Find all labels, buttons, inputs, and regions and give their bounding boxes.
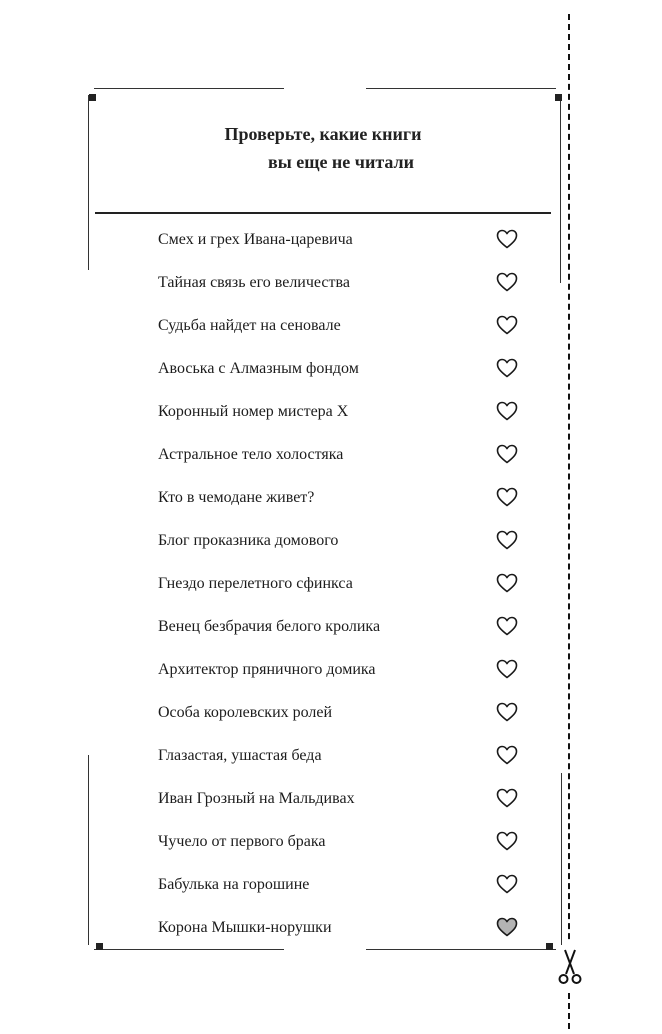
heart-outline-icon[interactable] — [496, 745, 518, 765]
frame-right-upper-line — [560, 95, 561, 283]
book-title: Кто в чемодане живет? — [158, 488, 315, 506]
book-title: Коронный номер мистера Х — [158, 402, 349, 420]
heart-outline-icon[interactable] — [496, 272, 518, 292]
frame-corner-bottom-right — [546, 943, 553, 950]
frame-left-lower-line — [88, 755, 89, 945]
list-item — [158, 648, 528, 691]
heart-outline-icon[interactable] — [496, 659, 518, 679]
book-title: Судьба найдет на сеновале — [158, 316, 341, 334]
scissors-icon — [557, 948, 583, 986]
heart-outline-icon[interactable] — [496, 315, 518, 335]
heart-outline-icon[interactable] — [496, 874, 518, 894]
book-title: Особа королевских ролей — [158, 703, 333, 721]
list-item — [158, 476, 528, 519]
list-item — [158, 863, 528, 906]
heart-outline-icon[interactable] — [496, 530, 518, 550]
list-item — [158, 906, 528, 949]
frame-corner-bottom-left — [96, 943, 103, 950]
book-title: Иван Грозный на Мальдивах — [158, 789, 355, 807]
heart-outline-icon[interactable] — [496, 444, 518, 464]
list-item — [158, 691, 528, 734]
heart-filled-icon[interactable] — [496, 917, 518, 937]
list-item — [158, 218, 528, 261]
heart-outline-icon[interactable] — [496, 358, 518, 378]
heart-outline-icon[interactable] — [496, 573, 518, 593]
heart-outline-icon[interactable] — [496, 401, 518, 421]
frame-corner-top-right — [555, 94, 562, 101]
heart-outline-icon[interactable] — [496, 229, 518, 249]
book-title: Чучело от первого брака — [158, 832, 326, 850]
list-item — [158, 390, 528, 433]
book-title: Смех и грех Ивана-царевича — [158, 230, 353, 248]
frame-corner-top-left — [89, 94, 96, 101]
frame-left-upper-line — [88, 95, 89, 270]
frame-bottom-left-line — [94, 949, 284, 950]
heart-outline-icon[interactable] — [496, 616, 518, 636]
book-list — [158, 218, 528, 949]
heart-outline-icon[interactable] — [496, 788, 518, 808]
frame-right-lower-line — [561, 773, 562, 945]
list-item — [158, 433, 528, 476]
book-title: Венец безбрачия белого кролика — [158, 617, 381, 635]
heart-outline-icon[interactable] — [496, 702, 518, 722]
book-title: Бабулька на горошине — [158, 875, 310, 893]
list-item — [158, 605, 528, 648]
book-title: Гнездо перелетного сфинкса — [158, 574, 353, 592]
book-title: Блог проказника домового — [158, 531, 339, 549]
list-item — [158, 820, 528, 863]
book-title: Авоська с Алмазным фондом — [158, 359, 359, 377]
book-title: Корона Мышки-норушки — [158, 918, 332, 936]
heart-outline-icon[interactable] — [496, 831, 518, 851]
page-title — [98, 120, 548, 176]
heart-outline-icon[interactable] — [496, 487, 518, 507]
book-title: Тайная связь его величества — [158, 273, 350, 291]
list-item — [158, 562, 528, 605]
list-item — [158, 777, 528, 820]
page-title-line-1: Проверьте, какие книги — [224, 124, 422, 144]
frame-bottom-right-line — [366, 949, 556, 950]
book-title: Астральное тело холостяка — [158, 445, 344, 463]
frame-top-left-line — [94, 88, 284, 89]
book-title: Архитектор пряничного домика — [158, 660, 376, 678]
page-title-line-2: вы еще не читали — [267, 152, 415, 172]
frame-top-right-line — [366, 88, 556, 89]
list-item — [158, 304, 528, 347]
list-item — [158, 519, 528, 562]
cut-line — [568, 14, 570, 1029]
book-title: Глазастая, ушастая беда — [158, 746, 322, 764]
list-item — [158, 734, 528, 777]
list-item — [158, 261, 528, 304]
list-item — [158, 347, 528, 390]
heading-divider — [95, 212, 551, 214]
